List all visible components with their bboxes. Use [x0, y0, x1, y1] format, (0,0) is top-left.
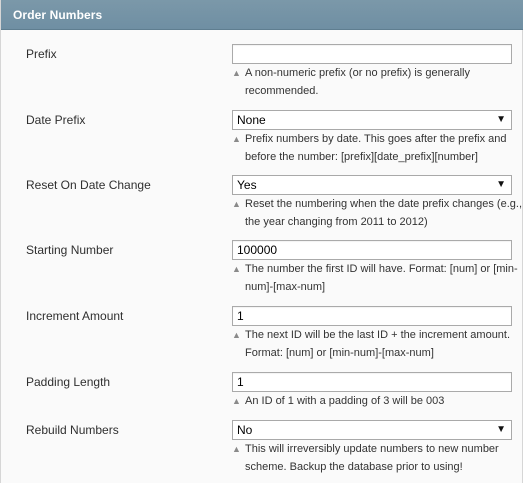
- date-prefix-label: Date Prefix: [26, 113, 86, 127]
- rebuild-note-line-1: This will irreversibly update numbers to new number: [245, 443, 499, 455]
- reset-note-line-1: Reset the numbering when the date prefix changes (e.g.,: [245, 198, 523, 210]
- triangle-up-icon: ▲: [232, 444, 241, 454]
- date-prefix-select[interactable]: [232, 110, 512, 130]
- triangle-up-icon: ▲: [232, 68, 241, 78]
- chevron-down-icon: ▼: [496, 424, 506, 435]
- rebuild-numbers-note: [232, 440, 517, 476]
- reset-on-date-change-select[interactable]: [232, 175, 512, 195]
- starting-number-note-line-1: The number the first ID will have. Format: [num] or [min-: [245, 263, 518, 275]
- padding-length-input[interactable]: 1: [232, 372, 512, 392]
- increment-note-line-2: Format: [num] or [min-num]-[max-num]: [245, 347, 434, 359]
- starting-number-note-line-2: num]-[max-num]: [245, 281, 326, 293]
- date-prefix-note-line-2: before the number: [prefix][date_prefix][number]: [245, 151, 478, 163]
- date-prefix-note: [232, 130, 517, 166]
- starting-number-note: [232, 260, 517, 296]
- rebuild-numbers-select[interactable]: [232, 420, 512, 440]
- triangle-up-icon: ▲: [232, 134, 241, 144]
- triangle-up-icon: ▲: [232, 330, 241, 340]
- chevron-down-icon: ▼: [496, 114, 506, 125]
- rebuild-numbers-label: Rebuild Numbers: [26, 423, 119, 437]
- prefix-input[interactable]: [232, 44, 512, 64]
- reset-on-date-change-label: Reset On Date Change: [26, 178, 151, 192]
- rebuild-note-line-2: scheme. Backup the database prior to using!: [245, 461, 463, 473]
- increment-amount-note: [232, 326, 517, 362]
- prefix-note: [232, 64, 517, 100]
- padding-length-label: Padding Length: [26, 375, 111, 389]
- date-prefix-value: None: [237, 113, 266, 127]
- prefix-label: Prefix: [26, 47, 57, 61]
- reset-on-date-change-value: Yes: [237, 178, 257, 192]
- triangle-up-icon: ▲: [232, 396, 241, 406]
- chevron-down-icon: ▼: [496, 179, 506, 190]
- increment-amount-input[interactable]: 1: [232, 306, 512, 326]
- padding-length-note: [232, 392, 517, 410]
- increment-amount-label: Increment Amount: [26, 309, 124, 323]
- section-header[interactable]: [1, 0, 523, 30]
- starting-number-input[interactable]: 100000: [232, 240, 512, 260]
- reset-on-date-change-note: [232, 195, 523, 231]
- date-prefix-note-line-1: Prefix numbers by date. This goes after the prefix and: [245, 133, 507, 145]
- reset-note-line-2: the year changing from 2011 to 2012): [245, 216, 428, 228]
- section-title: Order Numbers: [13, 8, 103, 22]
- rebuild-numbers-value: No: [237, 423, 253, 437]
- starting-number-label: Starting Number: [26, 243, 114, 257]
- prefix-note-line-2: recommended.: [245, 85, 319, 97]
- triangle-up-icon: ▲: [232, 199, 241, 209]
- prefix-note-line-1: A non-numeric prefix (or no prefix) is generally: [245, 67, 470, 79]
- padding-note-line-1: An ID of 1 with a padding of 3 will be 003: [245, 395, 445, 407]
- triangle-up-icon: ▲: [232, 264, 241, 274]
- increment-note-line-1: The next ID will be the last ID + the increment amount.: [245, 329, 511, 341]
